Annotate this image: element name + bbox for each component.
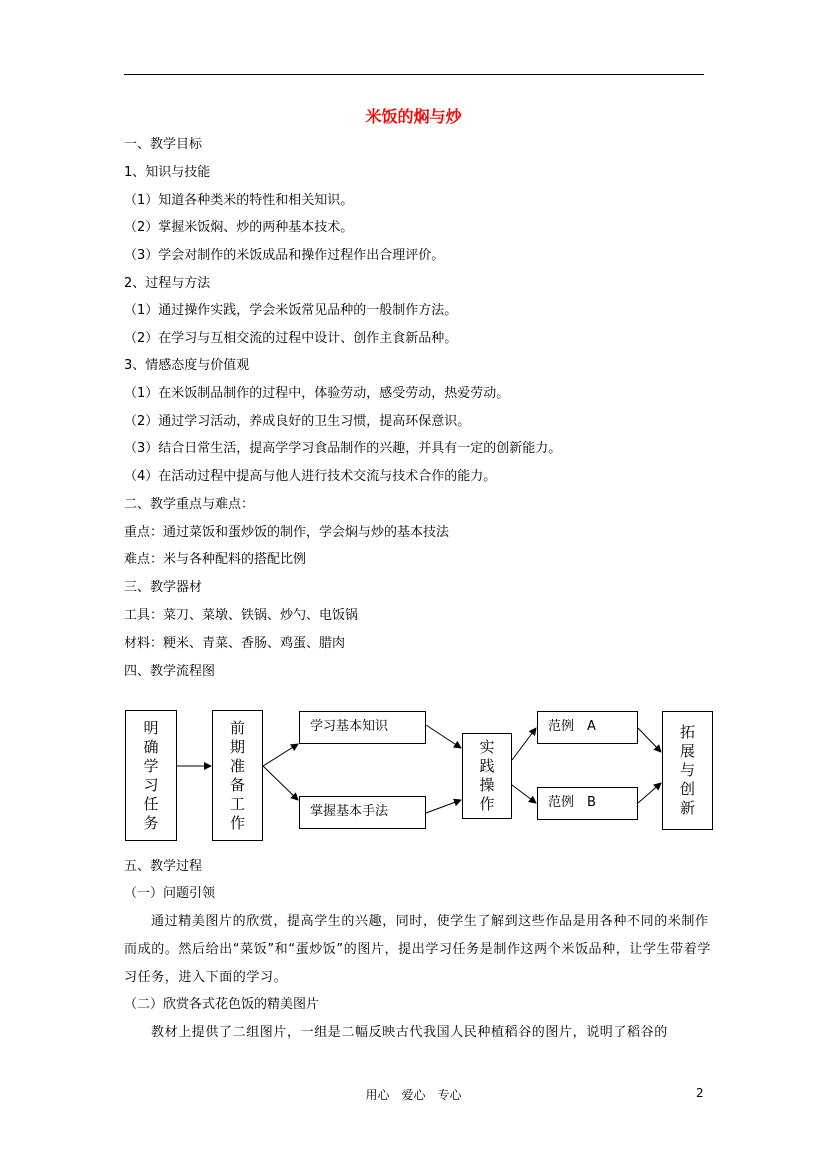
section-heading: 五、教学过程 <box>124 859 203 874</box>
subsection-heading: （二）欣赏各式花色饭的精美图片 <box>124 997 320 1012</box>
paragraph-text: 教材上提供了二组图片，一组是二幅反映古代我国人民种植稻谷的图片，说明了稻谷的 <box>151 1025 668 1040</box>
flow-box-label: 前期准备工作 <box>229 718 245 832</box>
flow-arrow <box>426 800 461 813</box>
tools-line: 工具：菜刀、菜墩、铁锅、炒勺、电饭锅 <box>124 608 359 623</box>
page-footer: 用心 爱心 专心 <box>365 1088 462 1102</box>
flow-arrow <box>512 785 536 803</box>
section-heading: 一、教学目标 <box>124 137 203 152</box>
list-item: （3）结合日常生活，提高学学习食品制作的兴趣，并具有一定的创新能力。 <box>124 441 562 456</box>
list-item: （1）通过操作实践，学会米饭常见品种的一般制作方法。 <box>124 303 458 318</box>
flow-box-label: 范例 A <box>548 719 596 734</box>
page-number: 2 <box>696 1086 704 1100</box>
difficulty-point: 难点：米与各种配料的搭配比例 <box>124 552 307 567</box>
flow-arrow <box>512 728 536 760</box>
flow-arrow <box>638 728 661 752</box>
flow-arrow <box>263 766 298 800</box>
flow-box-label: 学习基本知识 <box>310 719 389 734</box>
flow-box-label: 拓展与创新 <box>679 723 695 817</box>
section-heading: 二、教学重点与难点： <box>124 497 255 512</box>
section-heading: 三、教学器材 <box>124 580 203 595</box>
section-heading: 四、教学流程图 <box>124 664 216 679</box>
flow-arrow <box>638 783 661 803</box>
flow-box-label: 掌握基本手法 <box>310 804 389 819</box>
flow-arrow <box>263 744 298 766</box>
materials-line: 材料：粳米、青菜、香肠、鸡蛋、腊肉 <box>124 636 346 651</box>
list-item: （2）在学习与互相交流的过程中设计、创作主食新品种。 <box>124 331 458 346</box>
document-title: 米饭的焖与炒 <box>365 107 462 126</box>
flow-box-label: 范例 B <box>548 795 596 810</box>
paragraph-text: 通过精美图片的欣赏，提高学生的兴趣，同时，使学生了解到这些作品是用各种不同的米制作而成的。然后给出“菜饭”和“蛋炒饭”的图片，提出学习任务是制作这两个米饭品种，让学生带着学习任务，进入下面的学习。 <box>124 914 711 985</box>
flow-box-label: 明确学习任务 <box>143 718 159 832</box>
list-item: （2）掌握米饭焖、炒的两种基本技术。 <box>124 220 354 235</box>
key-point: 重点：通过菜饭和蛋炒饭的制作，学会焖与炒的基本技法 <box>124 525 450 540</box>
list-item: （3）学会对制作的米饭成品和操作过程作出合理评价。 <box>124 248 445 263</box>
body-paragraph <box>124 908 712 992</box>
subsection-heading: （一）问题引领 <box>124 886 216 901</box>
list-item: （4）在活动过程中提高与他人进行技术交流与技术合作的能力。 <box>124 469 497 484</box>
list-item: （1）在米饭制品制作的过程中，体验劳动，感受劳动，热爱劳动。 <box>124 386 510 401</box>
flow-arrow <box>426 725 461 748</box>
body-paragraph <box>124 1019 712 1047</box>
list-item: （2）通过学习活动，养成良好的卫生习惯，提高环保意识。 <box>124 414 471 429</box>
subsection-heading: 1、知识与技能 <box>124 165 211 180</box>
subsection-heading: 3、情感态度与价值观 <box>124 358 250 373</box>
subsection-heading: 2、过程与方法 <box>124 276 211 291</box>
flow-box-label: 实践操作 <box>479 738 495 813</box>
list-item: （1）知道各种类米的特性和相关知识。 <box>124 193 354 208</box>
